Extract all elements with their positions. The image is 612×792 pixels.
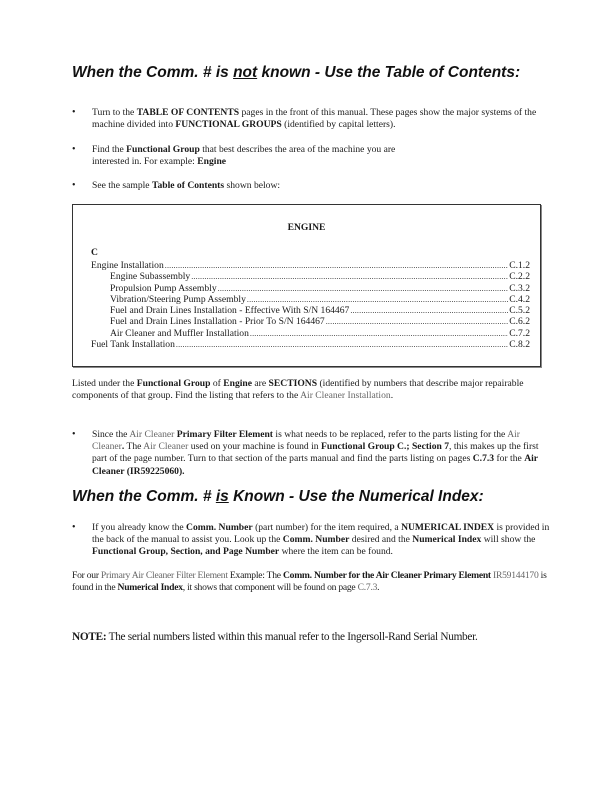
bullet-paragraph [92, 180, 552, 192]
text: If you already know the [92, 522, 187, 533]
text: See the sample [92, 180, 152, 191]
bold-text: Comm. Number for the Air Cleaner Primary Element [282, 570, 491, 581]
heading-underlined: is [215, 488, 229, 505]
bold-text: TABLE OF CONTENTS [136, 107, 240, 118]
bold-text: Numerical Index [117, 582, 183, 594]
text: . [377, 582, 380, 594]
text: Listed under the [72, 378, 137, 389]
toc-entry-label: Vibration/Steering Pump Assembly [110, 293, 246, 305]
toc-entry [91, 328, 530, 339]
toc-leader-dots [247, 294, 508, 305]
bold-text: SECTIONS [268, 378, 318, 389]
text: Example: The [227, 570, 283, 581]
text: are [252, 378, 269, 389]
bold-text: Comm. Number [186, 522, 253, 533]
highlight-text: IR59144170 [493, 570, 539, 581]
text: Find the [92, 144, 127, 155]
toc-leader-dots [191, 271, 508, 282]
text: (identified by numbers that describe major repairable components of that group. Find the listing that refers to the [72, 378, 524, 402]
bullet-paragraph [92, 522, 554, 559]
toc-entry [91, 271, 530, 282]
bullet: • [72, 522, 76, 533]
bold-text: C.7.3 [472, 453, 495, 465]
text: is found in the [72, 570, 547, 594]
toc-entry-page: C.2.2 [509, 271, 530, 283]
highlight-text: Primary Air Cleaner Filter Element [100, 570, 228, 581]
toc-leader-dots [176, 339, 508, 350]
bold-text: FUNCTIONAL GROUPS [175, 119, 282, 131]
heading-text: When the Comm. # is [72, 64, 234, 81]
bold-text: Air Cleaner (IR59225060). [92, 453, 538, 477]
bold-text: Functional Group C.; Section 7 [321, 441, 450, 453]
text: shown below: [224, 180, 281, 191]
text: . [390, 390, 394, 402]
text: is provided in the back of the manual to assist you. Look up the [92, 522, 550, 546]
toc-entry-label: Fuel and Drain Lines Installation - Effective With S/N 164467 [110, 305, 350, 317]
toc-entry-page: C.3.2 [509, 282, 530, 294]
toc-entry-page: C.5.2 [509, 305, 530, 317]
toc-entry-label: Engine Installation [91, 260, 164, 271]
bold-text: Functional Group [126, 144, 200, 155]
highlight-text: Air Cleaner [129, 429, 175, 440]
toc-leader-dots [165, 260, 508, 271]
heading-text: Known - Use the Numerical Index: [228, 488, 484, 505]
toc-entry-page: C.1.2 [509, 260, 530, 271]
toc-entry [91, 305, 530, 316]
toc-entries [91, 260, 530, 350]
text: for the [494, 453, 525, 465]
toc-entry-page: C.8.2 [509, 339, 530, 351]
text: of [210, 378, 224, 389]
heading-text: known - Use the Table of Contents: [257, 64, 521, 81]
bullet: • [72, 180, 76, 191]
text: pages in the front of this manual. These pages show the major systems of the machine divided into [92, 107, 537, 131]
toc-entry-label: Engine Subassembly [110, 271, 191, 283]
toc-entry-page: C.6.2 [509, 316, 530, 328]
toc-entry [91, 294, 530, 305]
bold-text: . [121, 441, 125, 453]
toc-entry [91, 260, 530, 271]
text: Since the [92, 429, 130, 440]
highlight-text: Air Cleaner [143, 441, 189, 453]
text: For our [72, 570, 101, 581]
note [72, 631, 477, 643]
note-label: NOTE: [72, 631, 107, 643]
toc-group-letter: C [91, 247, 98, 258]
bullet: • [72, 144, 76, 155]
heading-numerical-index [72, 488, 484, 506]
bullet-paragraph [92, 429, 547, 478]
example-paragraph [72, 570, 554, 594]
bold-text: Numerical Index [412, 534, 482, 546]
bullet-paragraph [92, 144, 422, 168]
text: (identified by capital letters). [281, 119, 396, 131]
toc-entry [91, 339, 530, 350]
bullet: • [72, 429, 76, 440]
bold-text: Table of Contents [151, 180, 225, 191]
text: that best describes the area of the machine you are interested in. For example: [92, 144, 396, 168]
text: The [124, 441, 144, 453]
bold-text: Primary Filter Element [176, 429, 274, 440]
toc-entry-label: Air Cleaner and Muffler Installation [110, 327, 249, 339]
bold-text: Engine [223, 378, 253, 389]
toc-entry [91, 283, 530, 294]
text: used on your machine is found in [188, 441, 321, 453]
bold-text: NUMERICAL INDEX [401, 522, 495, 533]
toc-entry-label: Fuel Tank Installation [91, 339, 175, 351]
highlight-text: Air Cleaner [92, 429, 520, 453]
heading-text: When the Comm. # [72, 488, 216, 505]
bold-text: Comm. Number [282, 534, 350, 546]
note-text: The serial numbers listed within this manual refer to the Ingersoll-Rand Serial Number. [106, 631, 478, 643]
toc-leader-dots [250, 328, 508, 339]
heading-underlined: not [233, 64, 258, 81]
toc-title: ENGINE [287, 222, 326, 233]
toc-entry-page: C.7.2 [509, 327, 530, 339]
text: will show the [481, 534, 536, 546]
toc-entry-label: Fuel and Drain Lines Installation - Prior To S/N 164467 [110, 316, 325, 328]
toc-leader-dots [350, 305, 508, 316]
bold-text: Functional Group, Section, and Page Number [92, 546, 280, 558]
toc-leader-dots [218, 283, 509, 294]
text: is what needs to be replaced, refer to the parts listing for the [273, 429, 508, 440]
highlight-text: Air Cleaner Installation [300, 390, 391, 402]
highlight-text: C.7.3 [357, 582, 378, 594]
sample-toc-box [72, 204, 541, 367]
toc-leader-dots [326, 316, 508, 327]
toc-entry [91, 316, 530, 327]
bullet-paragraph [92, 107, 552, 131]
bold-text: Engine [197, 156, 227, 168]
heading-table-of-contents [72, 64, 520, 82]
text: , this makes up the first part of the page number. Turn to that section of the parts manual and find the parts listing on pages [92, 441, 539, 465]
bold-text: Functional Group [136, 378, 211, 389]
text: , it shows that component will be found on page [182, 582, 358, 594]
bullet: • [72, 107, 76, 118]
text: desired and the [349, 534, 413, 546]
text: where the item can be found. [279, 546, 393, 558]
sections-paragraph [72, 378, 544, 402]
toc-entry-label: Propulsion Pump Assembly [110, 282, 217, 294]
text: (part number) for the item required, a [252, 522, 402, 533]
toc-entry-page: C.4.2 [509, 293, 530, 305]
text: Turn to the [92, 107, 137, 118]
